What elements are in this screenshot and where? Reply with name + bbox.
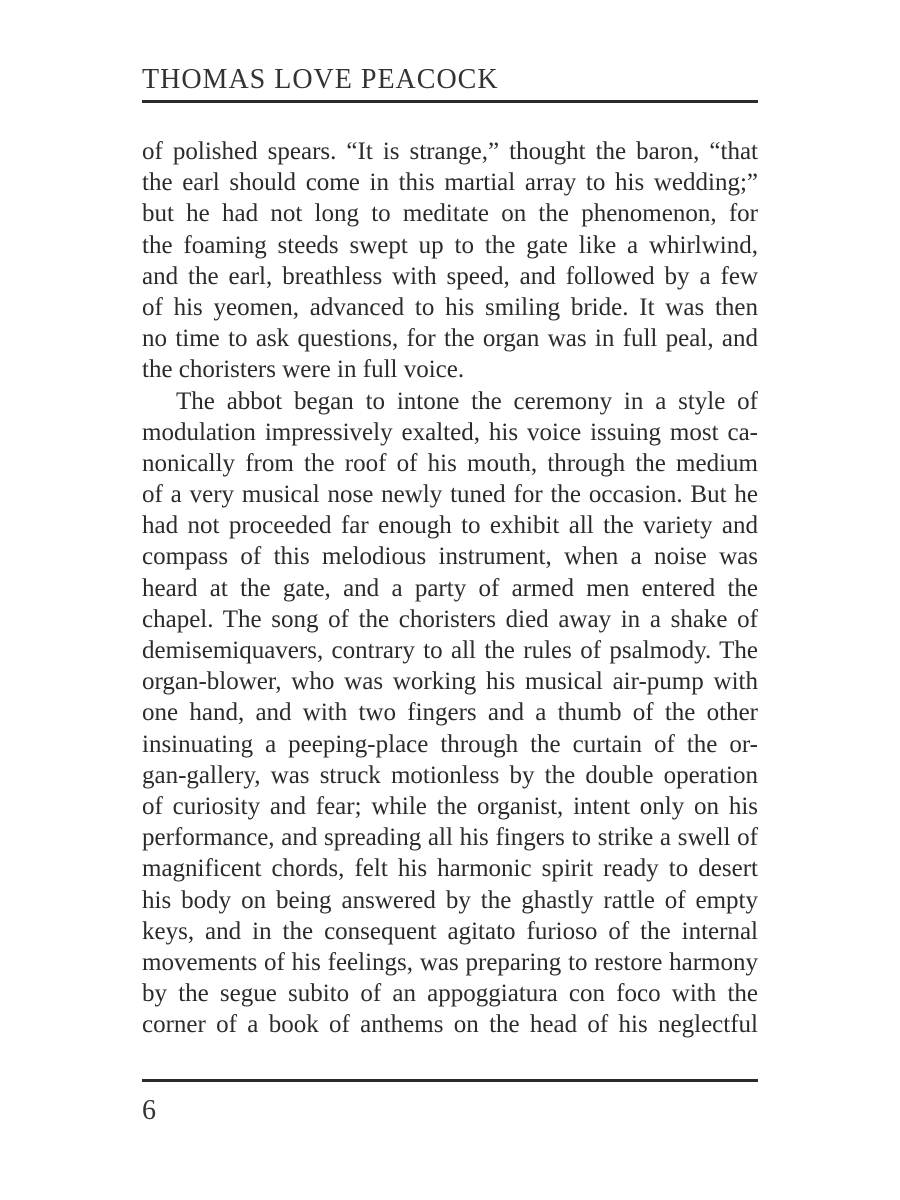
body-text: [142, 136, 758, 1040]
text-line: of his yeomen, advanced to his smiling bride. It was then: [142, 293, 758, 321]
footer-rule: [142, 1079, 758, 1082]
text-line: The abbot began to intone the ceremony in a style of: [176, 387, 758, 415]
text-line: magnificent chords, felt his harmonic spirit ready to desert: [142, 855, 758, 883]
text-line: gan-gallery, was struck motionless by the double operation: [142, 761, 758, 789]
text-line: but he had not long to meditate on the phenomenon, for: [142, 200, 758, 228]
text-line: insinuating a peeping-place through the curtain of the or-: [142, 730, 758, 758]
text-line: modulation impressively exalted, his voice issuing most ca-: [142, 418, 758, 446]
text-line: the foaming steeds swept up to the gate like a whirlwind,: [142, 231, 758, 259]
text-line: heard at the gate, and a party of armed men entered the: [142, 574, 758, 602]
running-head: THOMAS LOVE PEACOCK: [142, 64, 499, 95]
text-line: nonically from the roof of his mouth, through the medium: [142, 449, 758, 477]
text-line: the earl should come in this martial array to his wedding;”: [142, 169, 758, 197]
page-number: 6: [142, 1095, 156, 1126]
text-line: compass of this melodious instrument, when a noise was: [142, 543, 758, 571]
text-line: had not proceeded far enough to exhibit all the variety and: [142, 512, 758, 540]
text-line: of polished spears. “It is strange,” thought the baron, “that: [142, 138, 758, 165]
text-line: demisemiquavers, contrary to all the rules of psalmody. The: [142, 637, 758, 664]
text-line: the choristers were in full voice.: [142, 356, 465, 384]
header-rule: [142, 100, 758, 103]
text-line: of curiosity and fear; while the organist, intent only on his: [142, 792, 758, 820]
text-line: by the segue subito of an appoggiatura con foco with the: [142, 980, 758, 1008]
text-line: chapel. The song of the choristers died away in a shake of: [142, 605, 758, 633]
text-line: corner of a book of anthems on the head of his neglectful: [142, 1011, 758, 1039]
text-line: and the earl, breathless with speed, and followed by a few: [142, 262, 758, 290]
text-line: organ-blower, who was working his musical air-pump with: [142, 668, 758, 696]
text-line: his body on being answered by the ghastly rattle of empty: [142, 886, 758, 914]
text-line: no time to ask questions, for the organ was in full peal, and: [142, 325, 758, 353]
text-line: performance, and spreading all his fingers to strike a swell of: [142, 824, 758, 852]
text-line: movements of his feelings, was preparing to restore harmony: [142, 948, 758, 976]
text-line: keys, and in the consequent agitato furioso of the internal: [142, 917, 758, 945]
text-line: of a very musical nose newly tuned for the occasion. But he: [142, 481, 758, 509]
text-line: one hand, and with two fingers and a thumb of the other: [142, 699, 758, 727]
